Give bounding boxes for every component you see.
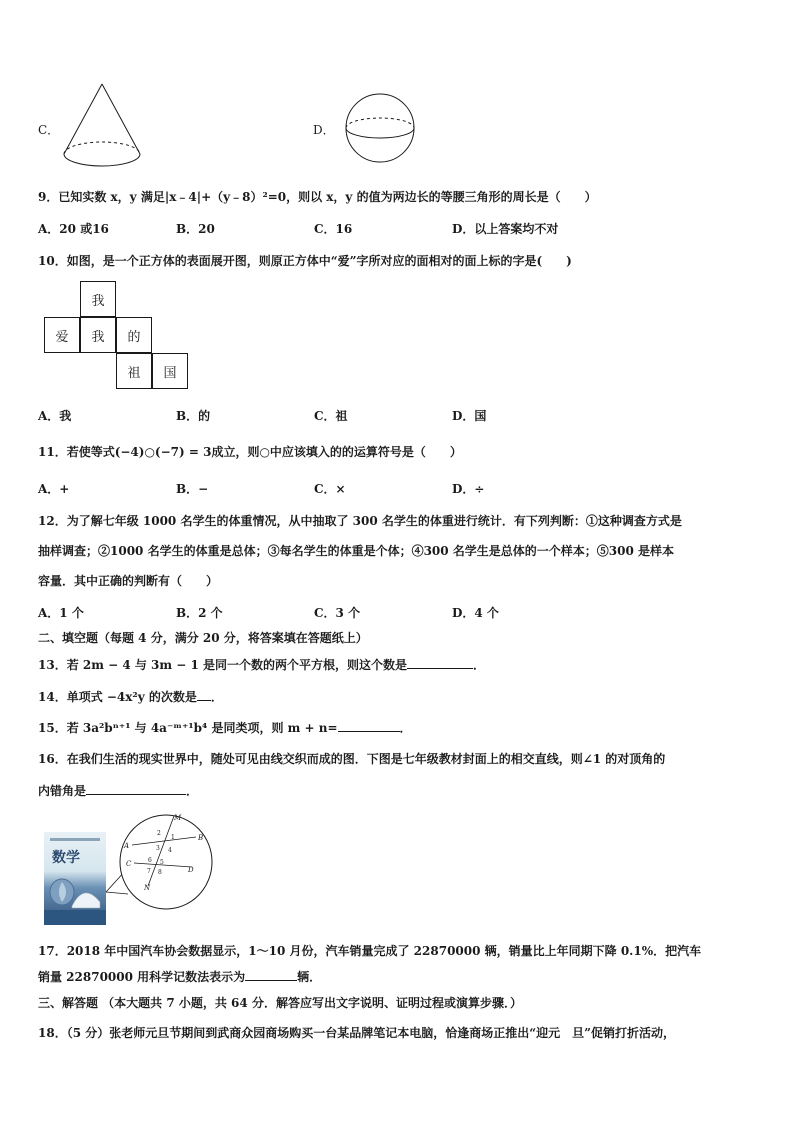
net-cell-guo: 国 — [152, 353, 188, 389]
angle-label-2: 2 — [157, 830, 161, 837]
q9-option-c: C．16 — [314, 222, 353, 236]
answer-blank — [197, 689, 211, 701]
option-d-label: D． — [313, 123, 335, 137]
angle-label-5: 5 — [160, 859, 164, 866]
label-n: N — [144, 884, 151, 892]
question-17-end: 辆． — [297, 970, 322, 984]
question-17-line-2 — [38, 968, 321, 985]
question-16-line-2 — [38, 782, 198, 799]
net-cell-de: 的 — [116, 317, 152, 353]
sphere-figure — [340, 88, 420, 168]
question-17-text: 销量 22870000 用科学记数法表示为 — [38, 970, 246, 984]
answer-blank — [86, 783, 186, 795]
question-17-line-1: 17．2018 年中国汽车协会数据显示，1～10 月份，汽车销量完成了 22870000 辆，销量比上年同期下降 0.1%．把汽车 — [38, 944, 702, 958]
option-c-label: C． — [38, 123, 60, 137]
q11-option-b: B．− — [176, 482, 209, 496]
label-b: B — [198, 834, 204, 842]
section-2-heading: 二、填空题（每题 4 分，满分 20 分，将答案填在答题纸上） — [38, 631, 368, 645]
angle-label-6: 6 — [148, 857, 152, 864]
q12-option-d: D．4 个 — [452, 606, 499, 620]
angle-label-7: 7 — [147, 868, 151, 875]
label-c: C — [126, 860, 132, 868]
question-16-end: ． — [186, 784, 199, 798]
q11-option-c: C．× — [314, 482, 346, 496]
question-14-end: ． — [210, 690, 223, 704]
label-a: A — [124, 842, 130, 850]
cover-illustration — [44, 868, 106, 925]
angle-label-3: 3 — [156, 845, 160, 852]
question-15-end: ． — [399, 721, 412, 735]
net-cell-ai: 爱 — [44, 317, 80, 353]
magnifier-connector-line — [106, 892, 128, 894]
label-m: M — [174, 814, 182, 822]
question-15-text: 15．若 3a²bⁿ⁺¹ 与 4a⁻ᵐ⁺¹b⁴ 是同类项，则 m + n= — [38, 721, 338, 735]
q10-option-b: B．的 — [176, 409, 211, 423]
cover-subtitle-bar — [50, 838, 100, 841]
q12-option-c: C．3 个 — [314, 606, 361, 620]
q9-option-a: A．20 或16 — [38, 222, 109, 236]
magnifier-circle — [120, 815, 212, 909]
intersecting-lines-figure — [100, 808, 225, 928]
net-cell-zu: 祖 — [116, 353, 152, 389]
q9-option-d: D．以上答案均不对 — [452, 222, 559, 236]
q12-option-b: B．2 个 — [176, 606, 223, 620]
question-12-line-1: 12．为了解七年级 1000 名学生的体重情况，从中抽取了 300 名学生的体重进行统计．有下列判断：①这种调查方式是 — [38, 514, 682, 528]
answer-blank — [338, 720, 400, 732]
question-10-stem: 10．如图，是一个正方体的表面展开图，则原正方体中“爱”字所对应的面相对的面上标的字是( ) — [38, 254, 572, 268]
question-12-line-2: 抽样调查；②1000 名学生的体重是总体；③每名学生的体重是个体；④300 名学生是总体的一个样本；⑤300 是样本 — [38, 544, 675, 558]
question-18-line-1: 18．（5 分）张老师元旦节期间到武商众园商场购买一台某品牌笔记本电脑，恰逢商场正推出“迎元 旦”促销打折活动， — [38, 1026, 676, 1040]
angle-label-1: 1 — [171, 834, 175, 841]
question-16-text: 内错角是 — [38, 784, 87, 798]
angle-label-8: 8 — [158, 869, 162, 876]
q11-option-a: A．+ — [38, 482, 70, 496]
answer-blank — [245, 969, 297, 981]
answer-blank — [407, 657, 473, 669]
q10-option-d: D．国 — [452, 409, 487, 423]
q10-option-a: A．我 — [38, 409, 72, 423]
cover-title: 数学 — [52, 850, 80, 866]
label-d: D — [188, 866, 194, 874]
cone-figure — [60, 80, 146, 172]
question-12-line-3: 容量．其中正确的判断有（ ） — [38, 574, 219, 588]
question-15 — [38, 719, 412, 736]
question-13-text: 13．若 2m − 4 与 3m − 1 是同一个数的两个平方根，则这个数是 — [38, 658, 408, 672]
q10-option-c: C．祖 — [314, 409, 348, 423]
q11-option-d: D．÷ — [452, 482, 485, 496]
angle-label-4: 4 — [168, 847, 172, 854]
textbook-cover-image — [44, 832, 106, 925]
question-14 — [38, 688, 223, 705]
net-cell-wo-middle: 我 — [80, 317, 116, 353]
q12-option-a: A．1 个 — [38, 606, 84, 620]
question-13-end: ． — [473, 658, 486, 672]
q9-option-b: B．20 — [176, 222, 215, 236]
question-11-stem: 11．若使等式(−4)○(−7) = 3成立，则○中应该填入的的运算符号是（ ） — [38, 445, 462, 459]
question-9-stem: 9．已知实数 x，y 满足|x﹣4|+（y﹣8）²=0，则以 x，y 的值为两边长的等腰三角形的周长是（ ） — [38, 190, 597, 204]
net-cell-wo-top: 我 — [80, 281, 116, 317]
section-3-heading: 三、解答题 （本大题共 7 小题，共 64 分．解答应写出文字说明、证明过程或演算步骤．） — [38, 996, 522, 1010]
question-14-text: 14．单项式 −4x²y 的次数是 — [38, 690, 197, 704]
question-13 — [38, 656, 485, 673]
question-16-line-1: 16．在我们生活的现实世界中，随处可见由线交织而成的图．下图是七年级教材封面上的相交直线，则∠1 的对顶角的 — [38, 752, 666, 766]
